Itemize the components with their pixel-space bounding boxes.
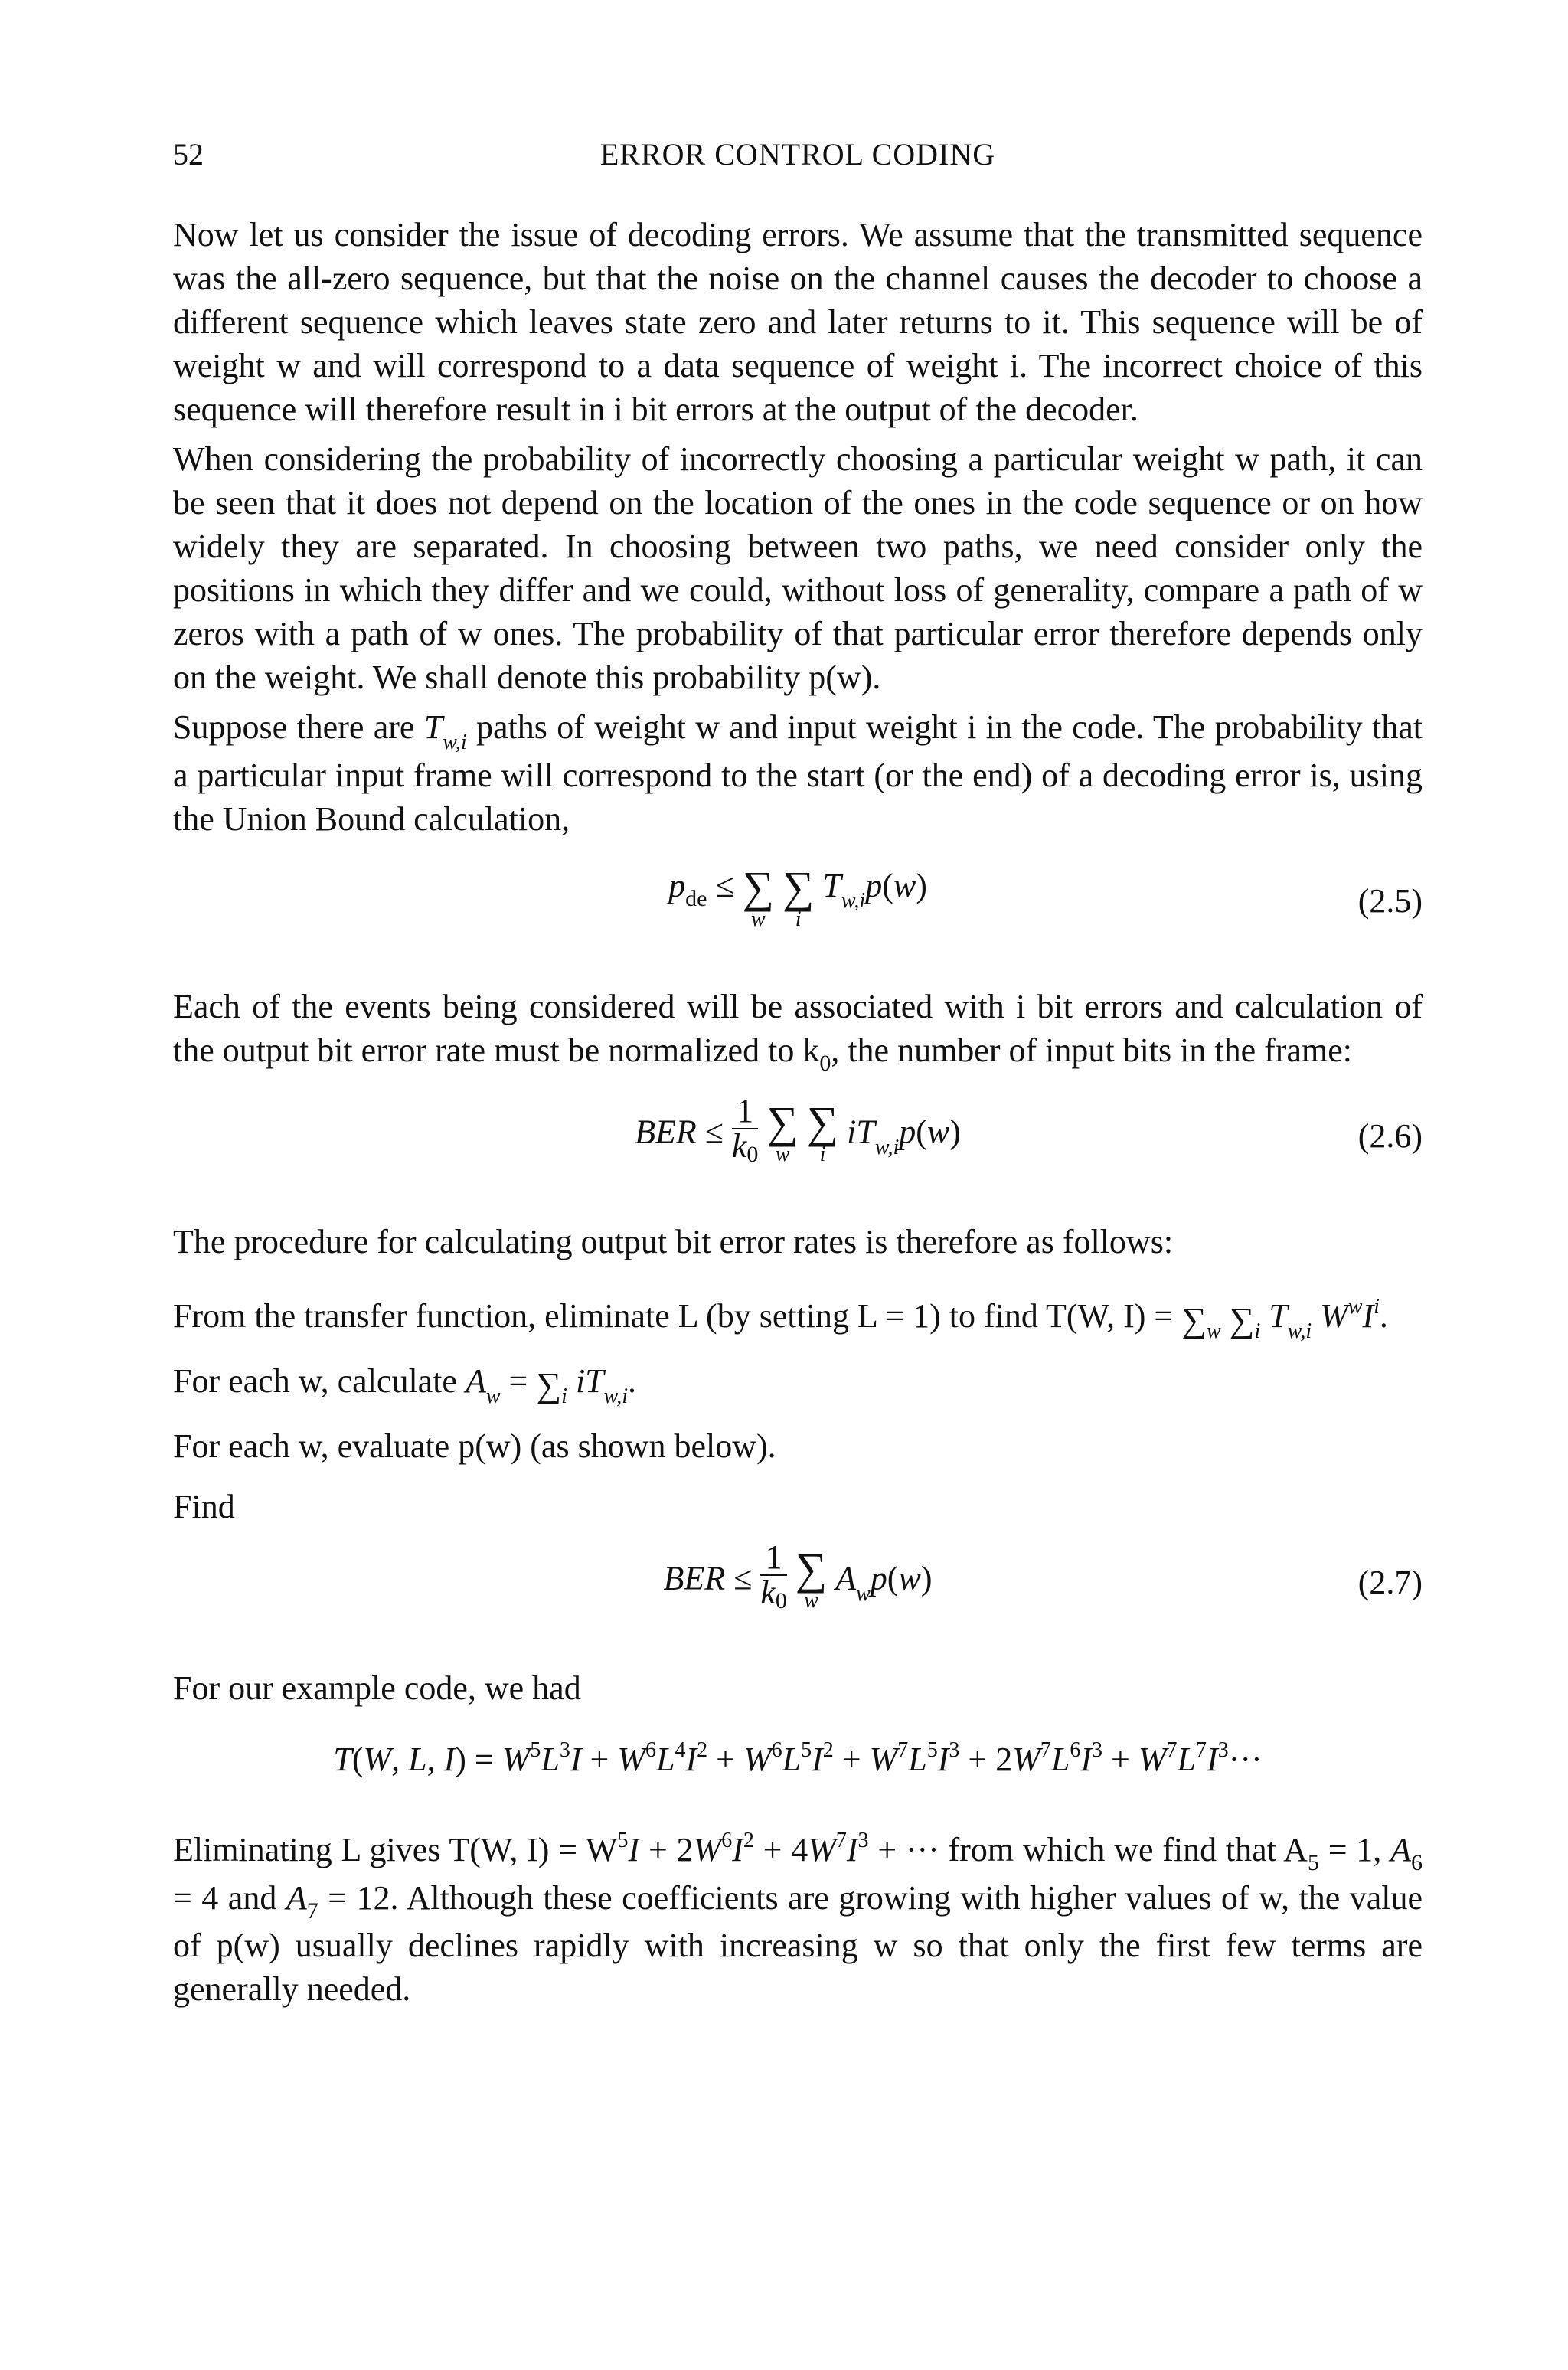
step-calculate: For each w, calculate $A_w = \sum_i$ $iT_{w,i}$.	[173, 1362, 637, 1408]
equation-number: (2.5)	[1357, 882, 1423, 920]
equation-2-5: $p_{de}$ ≤ ∑ w ∑ i $T_{w,i}p(w)$ (2.5)	[668, 862, 1423, 931]
equation-number: (2.7)	[1357, 1564, 1423, 1601]
paragraph-decoding-errors: Now let us consider the issue of decoding errors. We assume that the transmitted sequence was the all-zero sequence, but that the noise on the channel causes the decoder to choose a different sequence which leaves state zero and later returns to it. This sequence will be of weight w and will correspond to a data sequence of weight i. The incorrect choice of this sequence will therefore result in i bit errors at the output of the decoder.	[173, 216, 1423, 428]
paragraph-procedure: The procedure for calculating output bit error rates is therefore as follows:	[173, 1223, 1174, 1260]
paragraph-union-bound: Suppose there are $T_{w,i}$ paths of weight w and input weight i in the code. The probability that a particular input frame will correspond to the start (or the end) of a decoding error is, using the Union Bound calculation,	[173, 708, 1423, 838]
page-header	[173, 132, 1423, 178]
paragraph-eliminating: Eliminating L gives T(W, $I) = W^5I + 2W^6I^2 + 4W^7I^3$ + ··· from which we find that $A_5 = 1$, $A_6 = 4$ and $A_7 = 12$. Although these coefficients are growing with higher values of w, the value of p(w) usually declines rapidly with increasing w so that only the first few terms are generally needed.	[173, 1829, 1423, 2008]
running-head: ERROR CONTROL CODING	[599, 137, 996, 172]
body-text	[173, 213, 1423, 2011]
equation-number: (2.6)	[1357, 1117, 1423, 1155]
step-eliminate: From the transfer function, eliminate L (by setting L = 1) to find T(W, $I) = \sum_w$ $\sum_i$ $T_{w,i}$ $W^wI^i$.	[173, 1295, 1388, 1343]
equation-transfer-function: T(W, L, $I) = W^5L^3I + W^6L^4I^2 + W^6L^5I^2 + W^7L^5I^3 + 2W^7L^6I^3 + W^7L^7I^3\cdot\cdot\cdot$	[333, 1738, 1263, 1778]
equation-2-6: BER ≤ $\frac{1}{k0}$ ∑ w ∑ i $iT_{w,i}p(w)$ (2.6)	[635, 1092, 1423, 1167]
page-number: 52	[173, 137, 204, 172]
step-find: Find	[173, 1488, 235, 1525]
procedure-steps	[173, 1294, 1423, 1528]
equation-2-7: BER ≤ $\frac{1}{k0}$ ∑ w $A_wp(w)$ (2.7)	[663, 1538, 1423, 1613]
step-evaluate: For each w, evaluate p(w) (as shown below).	[173, 1427, 776, 1465]
paragraph-example-code: For our example code, we had	[173, 1669, 581, 1707]
paragraph-weight-path: When considering the probability of incorrectly choosing a particular weight w path, it can be seen that it does not depend on the location of the ones in the code sequence or on how widely they are separated. In choosing between two paths, we need consider only the positions in which they differ and we could, without loss of generality, compare a path of w zeros with a path of w ones. The probability of that particular error therefore depends only on the weight. We shall denote this probability p(w).	[173, 440, 1423, 696]
paragraph-normalize: Each of the events being considered will be associated with i bit errors and calculation of the output bit error rate must be normalized to $k_0$, the number of input bits in the frame:	[173, 988, 1423, 1076]
